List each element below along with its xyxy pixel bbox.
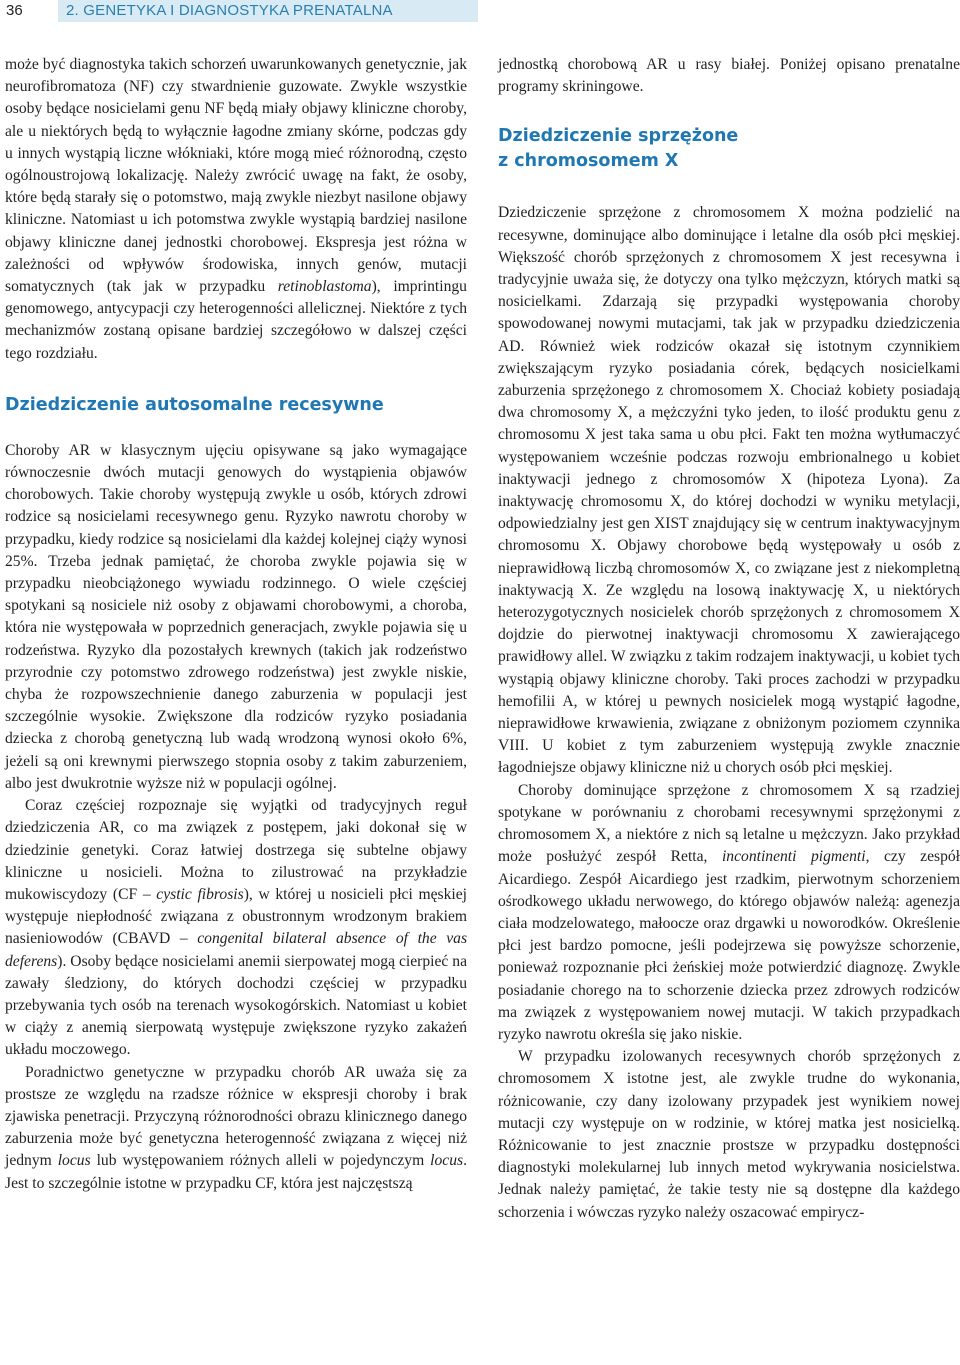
section-heading-autosomal-recessive: Dziedziczenie autosomalne recesywne — [5, 394, 384, 415]
left-column — [5, 54, 467, 1195]
paragraph: Poradnictwo genetyczne w przypadku chorób AR uważa się za prostsze ze względu na rzadsze różnice w ekspresji choroby i brak zjawiska penetracji. Przyczyną różnorodności obrazu klinicznego danego zaburzenia może być genetyczna heterogenność związana z więcej niż jednym locus lub występowaniem różnych alleli w pojedynczym locus. Jest to szczególnie istotne w przypadku CF, która jest najczęstszą — [5, 1063, 467, 1192]
paragraph: jednostką chorobową AR u rasy białej. Poniżej opisano prenatalne programy skriningowe. — [498, 56, 960, 96]
paragraph: Choroby dominujące sprzężone z chromosomem X są rzadziej spotykane w porównaniu z chorobami recesywnymi sprzężonymi z chromosomem X, a niektóre z nich są letalne u mężczyzn. Jako przykład może posłużyć zespół Retta, incontinenti pigmenti, czy zespół Aicardiego. Zespół Aicardiego jest rzadkim, pierwotnym schorzeniem ośrodkowego układu nerwowego, do którego objawów należą: agenezja ciała modzelowatego, małoocze oraz drgawki u noworodków. Określenie płci jest bardzo pomocne, jeśli podejrzewa się powyższe schorzenie, ponieważ rozpoznanie płci żeńskiej może potwierdzić diagnozę. Zwykle posiadanie chorego na to schorzenie dziecka przez zdrowych rodziców ma związek z występowaniem nowej mutacji. W takich przypadkach ryzyko nawrotu określa się jako niskie. — [498, 781, 960, 1043]
section-heading-x-linked: Dziedziczenie sprzężone z chromosomem X — [498, 126, 739, 172]
right-column — [498, 54, 960, 1224]
running-header — [0, 0, 960, 22]
paragraph: Choroby AR w klasycznym ujęciu opisywane są jako wymagające równoczesnie dwóch mutacji genowych do wystąpienia objawów chorobowych. Takie choroby występują zwykle u osób, których zdrowi rodzice są nosicielami recesywnego genu. Ryzyko nawrotu choroby w przypadku, kiedy rodzice są nosicielami dla każdej kolejnej ciąży wynosi 25%. Trzeba jednak pamiętać, że choroba zwykle pojawia się w przypadku nieobciążonego wywiadu rodzinnego. O wiele częściej spotykani są nosiciele niż osoby z objawami chorobowymi, a choroba, która nie występowała w poprzednich generacjach, zwykle pojawia się u rodzeństwa. Ryzyko dla pozostałych krewnych (takich jak rodzeństwo przyrodnie czy potomstwo zdrowego rodzeństwa) jest zwykle niskie, chyba że rozpowszechnienie danego zaburzenia w populacji jest szczególnie wysokie. Zwiększone dla rodziców ryzyko posiadania dziecka z chorobą genetyczną lub wadą wrodzoną wynosi około 6%, jeżeli są oni krewnymi pierwszego stopnia osoby z takim zaburzeniem, albo jest dwukrotnie wyższe niż w populacji ogólnej. — [5, 441, 467, 792]
page-number: 36 — [6, 2, 23, 19]
paragraph: Dziedziczenie sprzężone z chromosomem X można podzielić na recesywne, dominujące albo dominujące i letalne dla osób płci męskiej. Większość chorób sprzężonych z chromosomem X jest recesywna i tradycyjnie uważa się, że dotyczy ona tylko mężczyzn, których matki są nosicielkami. Zdarzają się przypadki występowania choroby spowodowanej nowymi mutacjami, tak jak w przypadku dziedziczenia AD. Również wiek rodziców okazał się istotnym czynnikiem zwiększającym ryzyko posiadania córek, będących nosicielkami zaburzenia sprzężonego z chromosomem X. Chociaż kobiety posiadają dwa chromosomy X, a mężczyźni tyko jeden, to ilość produktu genu z chromosomu X jest taka sama u obu płci. Fakt ten można wytłumaczyć występowaniem wcześnie podczas rozwoju embrionalnego u kobiet inaktywacji jednego z chromosomów X (hipoteza Lyona). Za inaktywację chromosomu X, do której dochodzi w wyniku metylacji, odpowiedzialny jest gen XIST znajdujący się w centrum inaktywacyjnym chromosomu X. Objawy chorobowe będą występowały u osób z nieprawidłową liczbą chromosomów X, co związane jest z niekompletną inaktywacją X. Ze względu na losową inaktywację X, u niektórych heterozygotycznych nosicielek chorób sprzężonych z chromosomem X dojdzie do pierwotnej inaktywacji chromosomu X zawierającego prawidłowy allel. W związku z takim rodzajem inaktywacji, u kobiet tych wystąpią objawy kliniczne choroby. Taki proces zachodzi w przypadku hemofilii A, w której u pewnych nosicielek mogą wystąpić łagodne, nieprawidłowe krwawienia, związane z obniżonym poziomem czynnika VIII. U kobiet z tym zaburzeniem występują zwykle znacznie łagodniejsze objawy kliniczne niż u chorych osób płci męskiej. — [498, 204, 960, 777]
paragraph: Coraz częściej rozpoznaje się wyjątki od tradycyjnych reguł dziedziczenia AR, co ma związek z postępem, jaki dokonał się w dziedzinie genetyki. Coraz łatwiej dostrzega się subtelne objawy kliniczne u nosicieli. Można to zilustrować na przykładzie mukowiscydozy (CF – cystic fibrosis), w której u nosicieli płci męskiej występuje niepłodność związana z obustronnym wrodzonym brakiem nasieniowodów (CBAVD – congenital bilateral absence of the vas deferens). Osoby będące nosicielami anemii sierpowatej mogą cierpieć na zawały śledziony, do których dochodzi częściej w przypadku przebywania tych osób na terenach wysokogórskich. Natomiast u kobiet w ciąży z anemią sierpowatą występuje zwiększone ryzyko zakażeń układu moczowego. — [5, 797, 468, 1059]
chapter-title: 2. GENETYKA I DIAGNOSTYKA PRENATALNA — [66, 2, 393, 19]
paragraph: W przypadku izolowanych recesywnych chorób sprzężonych z chromosomem X istotne jest, ale zwykle trudne do wykonania, różnicowanie, czy dany izolowany przypadek jest wynikiem nowej mutacji czy występuje on w rodzinie, w której matka jest nosicielką. Różnicowanie to jest znacznie prostsze w przypadku dostępności diagnostyki molekularnej lub innych metod wykrywania nosicielstwa. Jednak należy pamiętać, że takie testy nie są dostępne dla każdego schorzenia i wówczas ryzyko należy oszacować empirycz- — [498, 1048, 960, 1221]
paragraph: może być diagnostyka takich schorzeń uwarunkowanych genetycznie, jak neurofibromatoza (NF) czy stwardnienie guzowate. Zwykle wszystkie osoby będące nosicielami genu NF będą miały objawy kliniczne choroby, ale u niektórych będą to wyłącznie łagodne zmiany skórne, podczas gdy u innych wystąpią liczne włókniaki, które mogą mieć różnorodną, często ogólnoustrojową lokalizację. Należy zwrócić uwagę na fakt, że osoby, które będą starały się o potomstwo, mają zwykle niezbyt nasilone objawy kliniczne. Natomiast u ich potomstwa zwykle wystąpią bardziej nasilone objawy kliniczne danej jednostki chorobowej. Ekspresja jest różna w zależności od wpływów środowiska, innych genów, mutacji somatycznych (tak jak w przypadku retinoblastoma), imprintingu genomowego, antycypacji czy heterogenności allelicznej. Niektóre z tych mechanizmów zostaną opisane bardziej szczegółowo w dalszej części tego rozdziału. — [5, 56, 467, 362]
